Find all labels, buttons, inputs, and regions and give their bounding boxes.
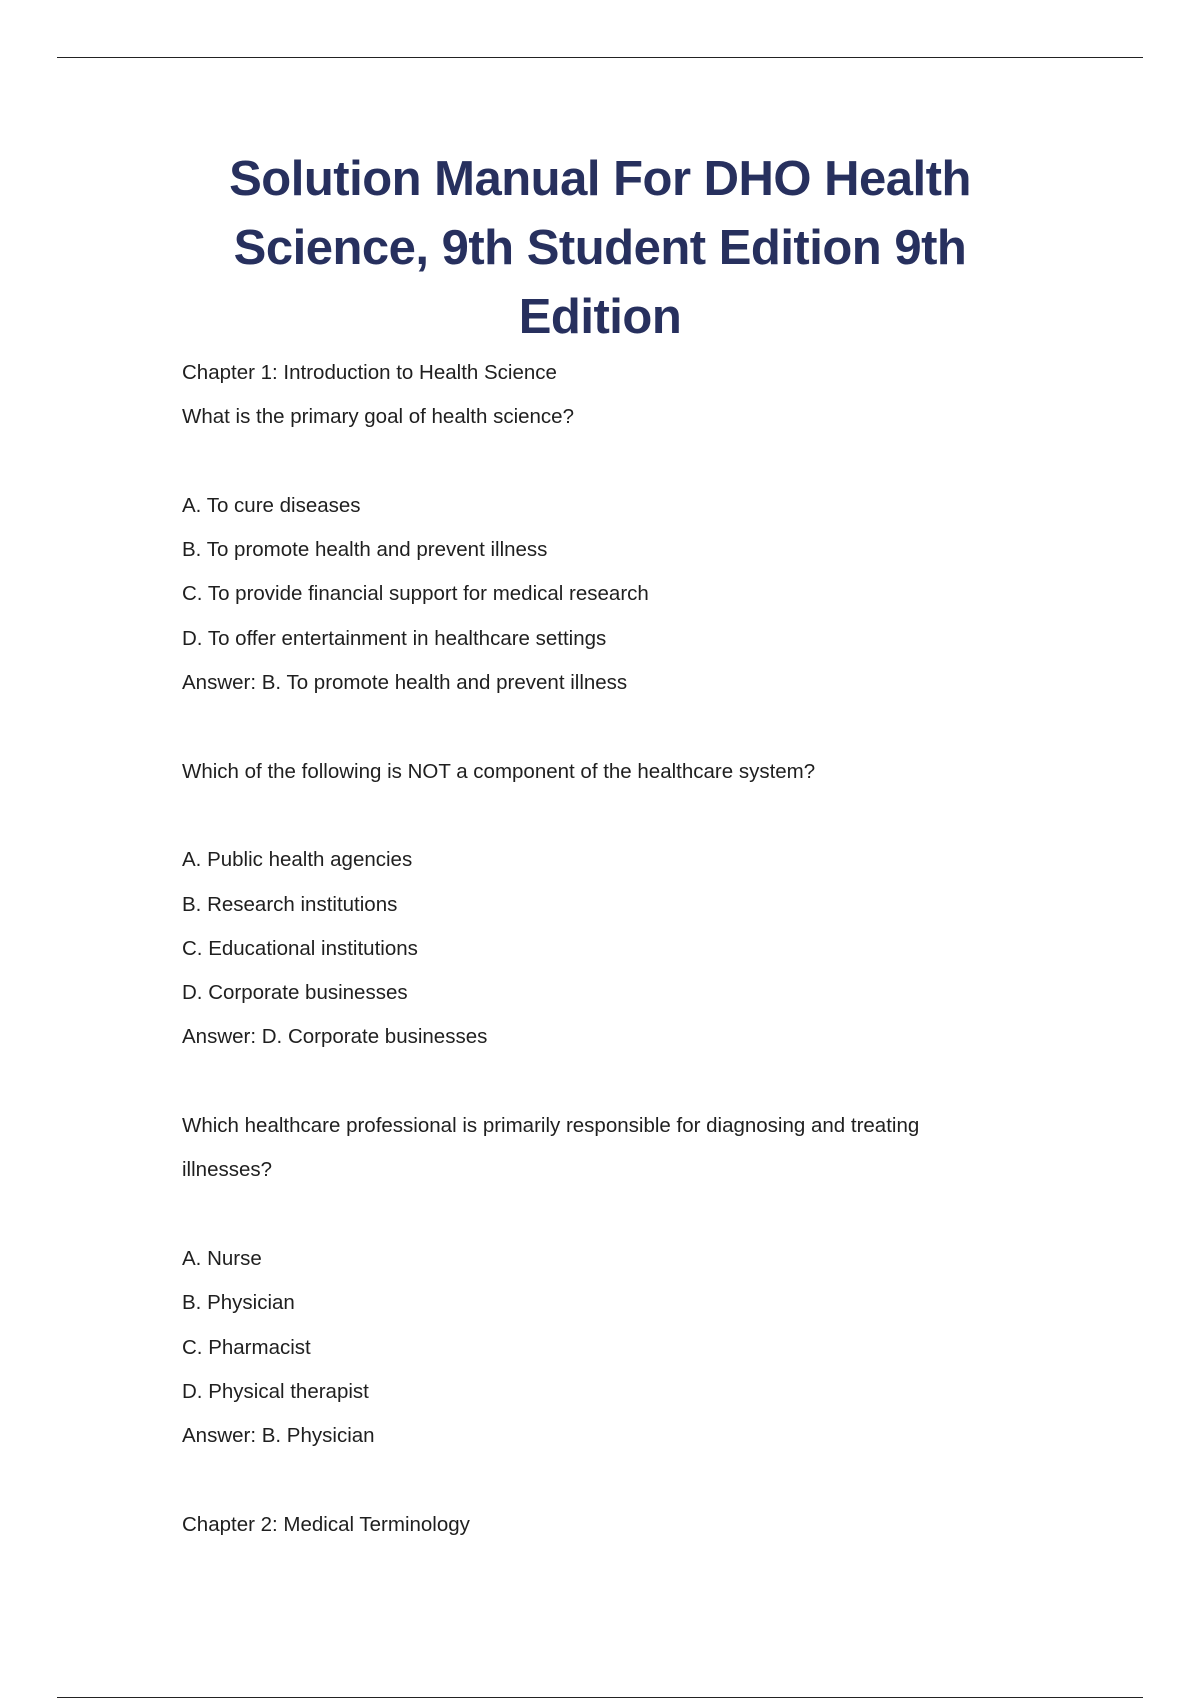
correct-answer: Answer: D. Corporate businesses (182, 1025, 488, 1049)
answer-option: B. To promote health and prevent illness (182, 538, 548, 562)
answer-option: B. Physician (182, 1291, 295, 1315)
top-rule (57, 57, 1143, 58)
answer-option: D. To offer entertainment in healthcare settings (182, 626, 607, 650)
question-text: What is the primary goal of health science? (182, 405, 574, 429)
document-title: Solution Manual For DHO Health Science, 9th Student Edition 9th Edition (229, 152, 971, 344)
document-body (182, 351, 1022, 1547)
question-text: Which healthcare professional is primarily responsible for diagnosing and treating (182, 1114, 920, 1138)
chapter-heading: Chapter 1: Introduction to Health Science (182, 361, 557, 384)
answer-option: B. Research institutions (182, 892, 398, 916)
answer-option: A. To cure diseases (182, 493, 361, 517)
question-block (182, 1104, 1022, 1458)
answer-option: C. To provide financial support for medical research (182, 582, 649, 606)
answer-option: D. Corporate businesses (182, 981, 408, 1005)
question-text-continued: illnesses? (182, 1158, 273, 1182)
correct-answer: Answer: B. Physician (182, 1424, 375, 1448)
correct-answer: Answer: B. To promote health and prevent illness (182, 671, 628, 695)
answer-option: C. Educational institutions (182, 936, 418, 960)
question-text: Which of the following is NOT a component of the healthcare system? (182, 759, 816, 783)
chapter-heading: Chapter 2: Medical Terminology (182, 1512, 470, 1536)
answer-option: C. Pharmacist (182, 1335, 311, 1359)
answer-option: A. Public health agencies (182, 848, 413, 872)
question-block (182, 395, 1022, 705)
question-block (182, 750, 1022, 1060)
answer-option: D. Physical therapist (182, 1379, 369, 1403)
bottom-rule (57, 1697, 1143, 1698)
answer-option: A. Nurse (182, 1246, 262, 1270)
